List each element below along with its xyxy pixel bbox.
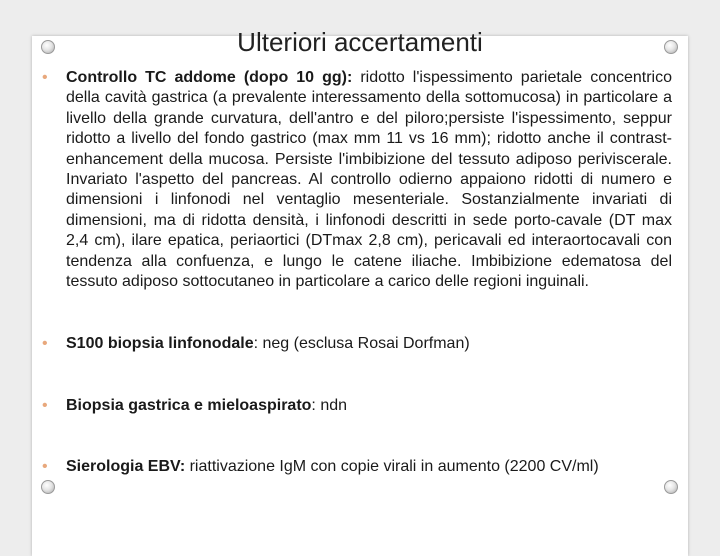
- bullet-icon: •: [42, 335, 48, 353]
- item-label: Controllo TC addome (dopo 10 gg):: [66, 69, 353, 86]
- pushpin-icon: [41, 480, 55, 494]
- item-text: [66, 68, 672, 292]
- item-label: Sierologia EBV:: [66, 458, 186, 476]
- item-body: ridotto l'ispessimento parietale concentrico della cavità gastrica (a prevalente interessamento della sottomucosa) in particolare a livello della grande curvatura, dell'antro e del piloro;persiste l'ispessimento, seppur ridotto a livello del fondo gastrico (max mm 11 vs 16 mm); ridotto anche il contrast-enhancement della mucosa. Persiste l'imbibizione del tessuto adiposo periviscerale. Invariato l'aspetto del pancreas. Al controllo odierno appaiono ridotti di numero e dimensioni i linfonodi nel ventaglio mesenteriale. Sostanzialmente invariati di dimensioni, ma di ridotta densità, i linfonodi descritti in sede porto-cavale (DT max 2,4 cm), ilare epatica, periaortici (DTmax 2,8 cm), pericavali ed interaortocavali con tendenza alla confuenza, e lungo le catene iliache. Imbibizione edematosa del tessuto adiposo sottocutaneo in particolare a carico delle regioni inguinali.: [66, 69, 673, 291]
- item-label: Biopsia gastrica e mieloaspirato: [66, 396, 312, 414]
- pushpin-icon: [664, 480, 678, 494]
- item-text: [66, 396, 672, 416]
- item-body: : ndn: [311, 396, 348, 414]
- item-body: riattivazione IgM con copie virali in aumento (2200 CV/ml): [189, 458, 599, 476]
- list-item: [40, 334, 672, 354]
- item-text: [66, 334, 672, 354]
- item-label: S100 biopsia linfonodale: [66, 335, 254, 353]
- bullet-list: [40, 68, 672, 478]
- bullet-icon: •: [42, 396, 48, 414]
- bullet-icon: •: [42, 458, 48, 476]
- list-item: [40, 457, 672, 477]
- item-body: : neg (esclusa Rosai Dorfman): [253, 335, 470, 353]
- list-item: [40, 396, 672, 416]
- slide-title: Ulteriori accertamenti: [237, 27, 483, 57]
- list-item: [40, 68, 672, 292]
- bullet-icon: •: [42, 69, 48, 86]
- item-text: [66, 457, 672, 477]
